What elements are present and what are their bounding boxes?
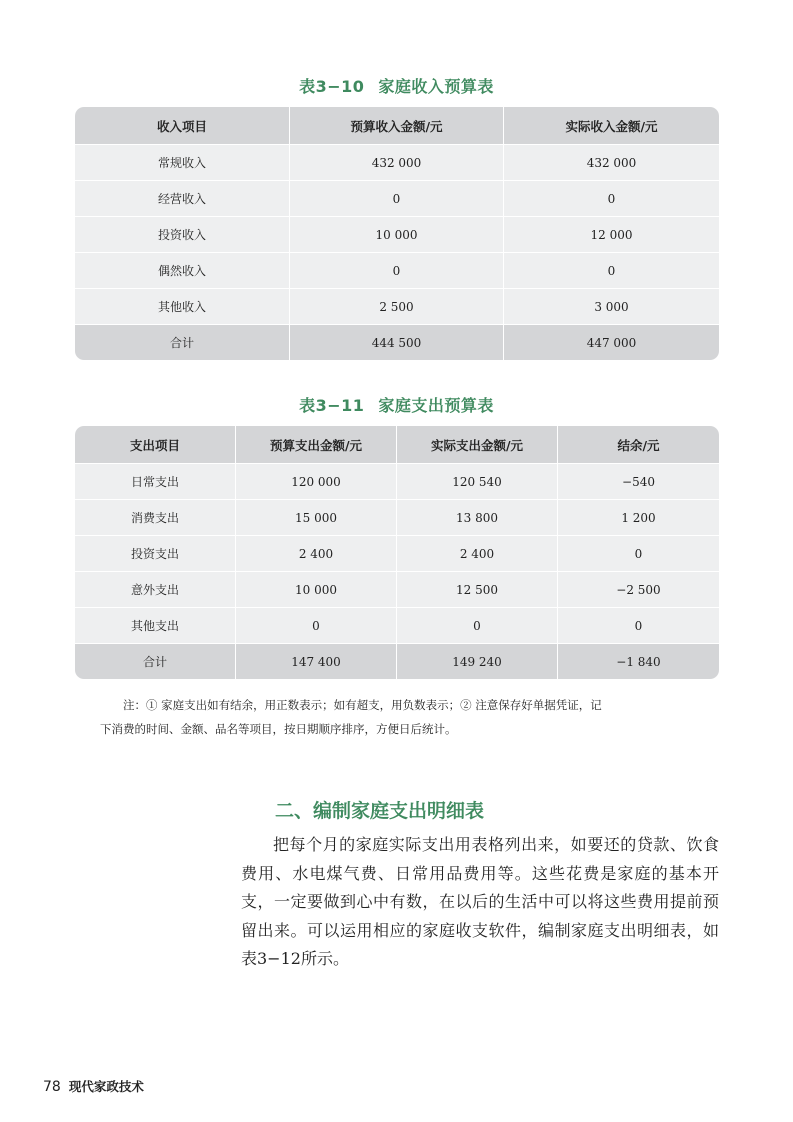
table-row [75,500,719,536]
table-cell: 10 000 [236,572,397,608]
table-header-row [75,426,719,464]
table-cell: 意外支出 [75,572,236,608]
table-cell: 2 400 [236,536,397,572]
table-cell: 0 [397,608,558,644]
table-cell: 15 000 [236,500,397,536]
table-cell: 0 [504,181,719,217]
table-cell: 投资收入 [75,217,290,253]
table-cell: 432 000 [290,145,504,181]
table-row [75,181,719,217]
table-cell: 投资支出 [75,536,236,572]
table-cell: 13 800 [397,500,558,536]
section-paragraph: 把每个月的家庭实际支出用表格列出来，如要还的贷款、饮食费用、水电煤气费、日常用品费用等。这些花费是家庭的基本开支，一定要做到心中有数，在以后的生活中可以将这些费用提前预留出来。可以运用相应的家庭收支软件，编制家庭支出明细表，如表3−12所示。 [241,835,719,968]
section-heading: 二、编制家庭支出明细表 [275,800,485,822]
table-row [75,464,719,500]
table-cell: 1 200 [558,500,719,536]
table-row [75,289,719,325]
table-row [75,536,719,572]
note-line-2: 下消费的时间、金额、品名等项目，按日期顺序排序，方便日后统计。 [100,722,457,736]
table-cell: 其他收入 [75,289,290,325]
income-budget-table [75,107,719,360]
expense-budget-table [75,426,719,679]
table-cell: 0 [558,608,719,644]
table-cell: 0 [290,181,504,217]
table-income-number: 表3−10 [299,77,365,96]
column-header: 支出项目 [75,426,236,464]
page-footer [43,1077,144,1095]
table-cell: 0 [236,608,397,644]
table-cell: 0 [558,536,719,572]
table-cell: 12 500 [397,572,558,608]
table-cell: 149 240 [397,644,558,679]
table-note [100,693,700,741]
column-header: 预算支出金额/元 [236,426,397,464]
table-cell: 2 500 [290,289,504,325]
table-row [75,608,719,644]
table-cell: 0 [290,253,504,289]
table-cell: 120 540 [397,464,558,500]
table-cell: 2 400 [397,536,558,572]
table-cell: −540 [558,464,719,500]
column-header: 收入项目 [75,107,290,145]
table-cell: 其他支出 [75,608,236,644]
table-cell: 合计 [75,644,236,679]
table-cell: 3 000 [504,289,719,325]
table-cell: 合计 [75,325,290,360]
table-cell: 经营收入 [75,181,290,217]
table-total-row [75,644,719,679]
table-expense-caption [0,393,793,416]
table-cell: 常规收入 [75,145,290,181]
table-cell: 偶然收入 [75,253,290,289]
table-cell: −2 500 [558,572,719,608]
table-total-row [75,325,719,360]
table-cell: 147 400 [236,644,397,679]
table-income-caption [0,74,793,97]
table-cell: 消费支出 [75,500,236,536]
section-body [241,831,719,974]
column-header: 实际支出金额/元 [397,426,558,464]
column-header: 预算收入金额/元 [290,107,504,145]
table-cell: −1 840 [558,644,719,679]
table-expense-number: 表3−11 [299,396,365,415]
table-cell: 0 [504,253,719,289]
table-cell: 10 000 [290,217,504,253]
table-row [75,217,719,253]
column-header: 实际收入金额/元 [504,107,719,145]
page-number: 78 [43,1079,61,1095]
table-expense-title: 家庭支出预算表 [378,396,494,415]
table-cell: 447 000 [504,325,719,360]
table-cell: 120 000 [236,464,397,500]
table-cell: 日常支出 [75,464,236,500]
column-header: 结余/元 [558,426,719,464]
table-header-row [75,107,719,145]
book-title: 现代家政技术 [68,1079,144,1094]
table-row [75,253,719,289]
note-line-1: 注：① 家庭支出如有结余，用正数表示；如有超支，用负数表示；② 注意保存好单据凭证，记 [123,698,602,712]
table-cell: 444 500 [290,325,504,360]
table-row [75,145,719,181]
table-row [75,572,719,608]
table-cell: 12 000 [504,217,719,253]
table-income-title: 家庭收入预算表 [378,77,494,96]
table-cell: 432 000 [504,145,719,181]
